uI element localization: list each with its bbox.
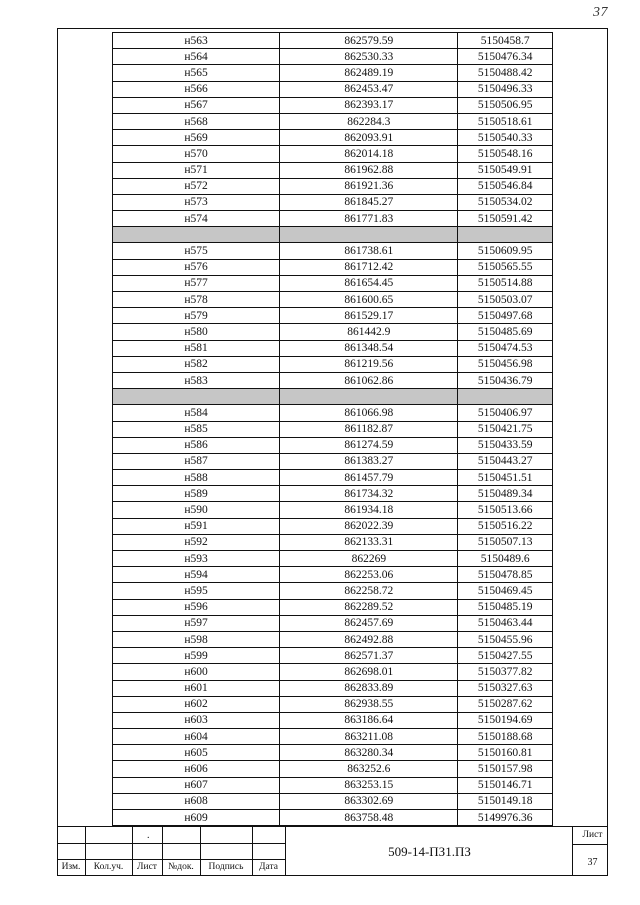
table-row [113,33,553,49]
caption-izm: Изм. [61,862,81,872]
point-id-cell: н565 [113,65,280,81]
caption-ndok: №док. [168,862,194,872]
point-id-cell: н593 [113,551,280,567]
sheet-cell-rule [572,844,608,845]
x-coordinate-cell: 862530.33 [280,49,458,65]
x-coordinate-cell: 862698.01 [280,664,458,680]
handwritten-page-number: 37 [593,5,608,20]
x-coordinate-cell: 862284.3 [280,113,458,129]
point-id-cell: н586 [113,437,280,453]
y-coordinate-cell: 5150516.22 [458,518,553,534]
table-row [113,130,553,146]
point-id-cell: н600 [113,664,280,680]
x-coordinate-cell: 861274.59 [280,437,458,453]
x-coordinate-cell: 863253.15 [280,777,458,793]
y-coordinate-cell: 5150194.69 [458,712,553,728]
y-coordinate-cell: 5150489.6 [458,551,553,567]
x-coordinate-cell: 861457.79 [280,470,458,486]
y-coordinate-cell: 5150507.13 [458,534,553,550]
caption-podpis: Подпись [208,862,244,872]
table-row [113,486,553,502]
point-id-cell: н567 [113,97,280,113]
title-block-mark: . [147,830,150,841]
point-id-cell: н608 [113,793,280,809]
y-coordinate-cell: 5150506.95 [458,97,553,113]
point-id-cell: н578 [113,292,280,308]
separator-cell [280,389,458,405]
table-row [113,551,553,567]
table-row [113,567,553,583]
x-coordinate-cell: 862489.19 [280,65,458,81]
table-row [113,97,553,113]
y-coordinate-cell: 5150160.81 [458,745,553,761]
y-coordinate-cell: 5150503.07 [458,292,553,308]
table-row [113,49,553,65]
table-row [113,583,553,599]
y-coordinate-cell: 5150287.62 [458,696,553,712]
point-id-cell: н590 [113,502,280,518]
y-coordinate-cell: 5150478.85 [458,567,553,583]
y-coordinate-cell: 5150534.02 [458,194,553,210]
y-coordinate-cell: 5150489.34 [458,486,553,502]
table-row [113,194,553,210]
y-coordinate-cell: 5149976.36 [458,810,553,826]
point-id-cell: н594 [113,567,280,583]
y-coordinate-cell: 5150548.16 [458,146,553,162]
point-id-cell: н581 [113,340,280,356]
y-coordinate-cell: 5150451.51 [458,470,553,486]
y-coordinate-cell: 5150149.18 [458,793,553,809]
table-row [113,712,553,728]
y-coordinate-cell: 5150436.79 [458,372,553,388]
table-row [113,162,553,178]
point-id-cell: н599 [113,648,280,664]
x-coordinate-cell: 862289.52 [280,599,458,615]
point-id-cell: н592 [113,534,280,550]
table-row [113,81,553,97]
coordinates-table-body [113,33,553,826]
caption-data: Дата [259,862,278,872]
x-coordinate-cell: 862938.55 [280,696,458,712]
point-id-cell: н575 [113,243,280,259]
point-id-cell: н584 [113,405,280,421]
y-coordinate-cell: 5150485.19 [458,599,553,615]
point-id-cell: н570 [113,146,280,162]
table-row [113,453,553,469]
table-row [113,243,553,259]
point-id-cell: н591 [113,518,280,534]
point-id-cell: н566 [113,81,280,97]
x-coordinate-cell: 861066.98 [280,405,458,421]
table-row [113,275,553,291]
x-coordinate-cell: 863280.34 [280,745,458,761]
table-row [113,599,553,615]
y-coordinate-cell: 5150518.61 [458,113,553,129]
x-coordinate-cell: 861348.54 [280,340,458,356]
table-row [113,648,553,664]
table-row [113,372,553,388]
y-coordinate-cell: 5150609.95 [458,243,553,259]
table-row [113,292,553,308]
y-coordinate-cell: 5150443.27 [458,453,553,469]
table-row [113,340,553,356]
table-row [113,729,553,745]
y-coordinate-cell: 5150497.68 [458,308,553,324]
x-coordinate-cell: 862093.91 [280,130,458,146]
point-id-cell: н604 [113,729,280,745]
point-id-cell: н574 [113,211,280,227]
title-block-rule [57,859,285,860]
point-id-cell: н577 [113,275,280,291]
coordinates-table [112,32,553,826]
y-coordinate-cell: 5150157.98 [458,761,553,777]
caption-kol-uch: Кол.уч. [93,862,124,872]
table-row [113,518,553,534]
caption-list: Лист [137,862,157,872]
y-coordinate-cell: 5150565.55 [458,259,553,275]
point-id-cell: н587 [113,453,280,469]
table-row [113,470,553,486]
x-coordinate-cell: 861182.87 [280,421,458,437]
x-coordinate-cell: 862833.89 [280,680,458,696]
point-id-cell: н588 [113,470,280,486]
x-coordinate-cell: 861962.88 [280,162,458,178]
y-coordinate-cell: 5150455.96 [458,631,553,647]
separator-cell [113,389,280,405]
y-coordinate-cell: 5150591.42 [458,211,553,227]
point-id-cell: н571 [113,162,280,178]
point-id-cell: н601 [113,680,280,696]
x-coordinate-cell: 862457.69 [280,615,458,631]
point-id-cell: н605 [113,745,280,761]
table-row [113,793,553,809]
point-id-cell: н568 [113,113,280,129]
y-coordinate-cell: 5150485.69 [458,324,553,340]
y-coordinate-cell: 5150421.75 [458,421,553,437]
x-coordinate-cell: 861934.18 [280,502,458,518]
table-row [113,437,553,453]
x-coordinate-cell: 861062.86 [280,372,458,388]
table-row [113,324,553,340]
point-id-cell: н602 [113,696,280,712]
separator-cell [458,227,553,243]
x-coordinate-cell: 862579.59 [280,33,458,49]
x-coordinate-cell: 862014.18 [280,146,458,162]
y-coordinate-cell: 5150513.66 [458,502,553,518]
point-id-cell: н564 [113,49,280,65]
x-coordinate-cell: 861845.27 [280,194,458,210]
x-coordinate-cell: 861738.61 [280,243,458,259]
table-row [113,534,553,550]
y-coordinate-cell: 5150540.33 [458,130,553,146]
y-coordinate-cell: 5150496.33 [458,81,553,97]
x-coordinate-cell: 862133.31 [280,534,458,550]
point-id-cell: н576 [113,259,280,275]
y-coordinate-cell: 5150546.84 [458,178,553,194]
point-id-cell: н598 [113,631,280,647]
y-coordinate-cell: 5150406.97 [458,405,553,421]
x-coordinate-cell: 861712.42 [280,259,458,275]
document-code: 509-14-ПЗ1.ПЗ [388,844,471,859]
table-row [113,421,553,437]
x-coordinate-cell: 863186.64 [280,712,458,728]
y-coordinate-cell: 5150433.59 [458,437,553,453]
separator-row [113,227,553,243]
table-row [113,696,553,712]
point-id-cell: н572 [113,178,280,194]
point-id-cell: н580 [113,324,280,340]
point-id-cell: н597 [113,615,280,631]
sheet-label: Лист [582,830,603,840]
y-coordinate-cell: 5150377.82 [458,664,553,680]
x-coordinate-cell: 862393.17 [280,97,458,113]
y-coordinate-cell: 5150476.34 [458,49,553,65]
point-id-cell: н579 [113,308,280,324]
x-coordinate-cell: 862022.39 [280,518,458,534]
x-coordinate-cell: 863252.6 [280,761,458,777]
table-row [113,502,553,518]
y-coordinate-cell: 5150514.88 [458,275,553,291]
point-id-cell: н607 [113,777,280,793]
separator-cell [280,227,458,243]
separator-cell [113,227,280,243]
point-id-cell: н563 [113,33,280,49]
table-row [113,761,553,777]
point-id-cell: н573 [113,194,280,210]
table-row [113,680,553,696]
table-row [113,356,553,372]
x-coordinate-cell: 861219.56 [280,356,458,372]
x-coordinate-cell: 862492.88 [280,631,458,647]
x-coordinate-cell: 861529.17 [280,308,458,324]
title-block-divider [572,827,573,876]
point-id-cell: н595 [113,583,280,599]
x-coordinate-cell: 862269 [280,551,458,567]
point-id-cell: н609 [113,810,280,826]
y-coordinate-cell: 5150474.53 [458,340,553,356]
table-row [113,405,553,421]
title-block [57,826,608,876]
y-coordinate-cell: 5150327.63 [458,680,553,696]
table-row [113,664,553,680]
x-coordinate-cell: 861654.45 [280,275,458,291]
x-coordinate-cell: 862258.72 [280,583,458,599]
point-id-cell: н585 [113,421,280,437]
x-coordinate-cell: 862453.47 [280,81,458,97]
x-coordinate-cell: 861771.83 [280,211,458,227]
table-row [113,259,553,275]
point-id-cell: н596 [113,599,280,615]
point-id-cell: н603 [113,712,280,728]
x-coordinate-cell: 863758.48 [280,810,458,826]
table-row [113,178,553,194]
x-coordinate-cell: 861600.65 [280,292,458,308]
y-coordinate-cell: 5150427.55 [458,648,553,664]
table-row [113,777,553,793]
point-id-cell: н589 [113,486,280,502]
point-id-cell: н569 [113,130,280,146]
y-coordinate-cell: 5150456.98 [458,356,553,372]
x-coordinate-cell: 863302.69 [280,793,458,809]
table-row [113,113,553,129]
point-id-cell: н606 [113,761,280,777]
sheet-number: 37 [587,857,598,868]
y-coordinate-cell: 5150458.7 [458,33,553,49]
x-coordinate-cell: 861442.9 [280,324,458,340]
table-row [113,308,553,324]
x-coordinate-cell: 861921.36 [280,178,458,194]
table-row [113,65,553,81]
table-row [113,146,553,162]
table-row [113,615,553,631]
y-coordinate-cell: 5150469.45 [458,583,553,599]
x-coordinate-cell: 861383.27 [280,453,458,469]
x-coordinate-cell: 862571.37 [280,648,458,664]
separator-cell [458,389,553,405]
x-coordinate-cell: 861734.32 [280,486,458,502]
y-coordinate-cell: 5150549.91 [458,162,553,178]
separator-row [113,389,553,405]
table-row [113,631,553,647]
point-id-cell: н583 [113,372,280,388]
x-coordinate-cell: 863211.08 [280,729,458,745]
y-coordinate-cell: 5150463.44 [458,615,553,631]
table-row [113,745,553,761]
x-coordinate-cell: 862253.06 [280,567,458,583]
point-id-cell: н582 [113,356,280,372]
y-coordinate-cell: 5150488.42 [458,65,553,81]
table-row [113,211,553,227]
y-coordinate-cell: 5150146.71 [458,777,553,793]
title-block-divider [285,827,286,876]
table-row [113,810,553,826]
title-block-rule [57,843,285,844]
y-coordinate-cell: 5150188.68 [458,729,553,745]
